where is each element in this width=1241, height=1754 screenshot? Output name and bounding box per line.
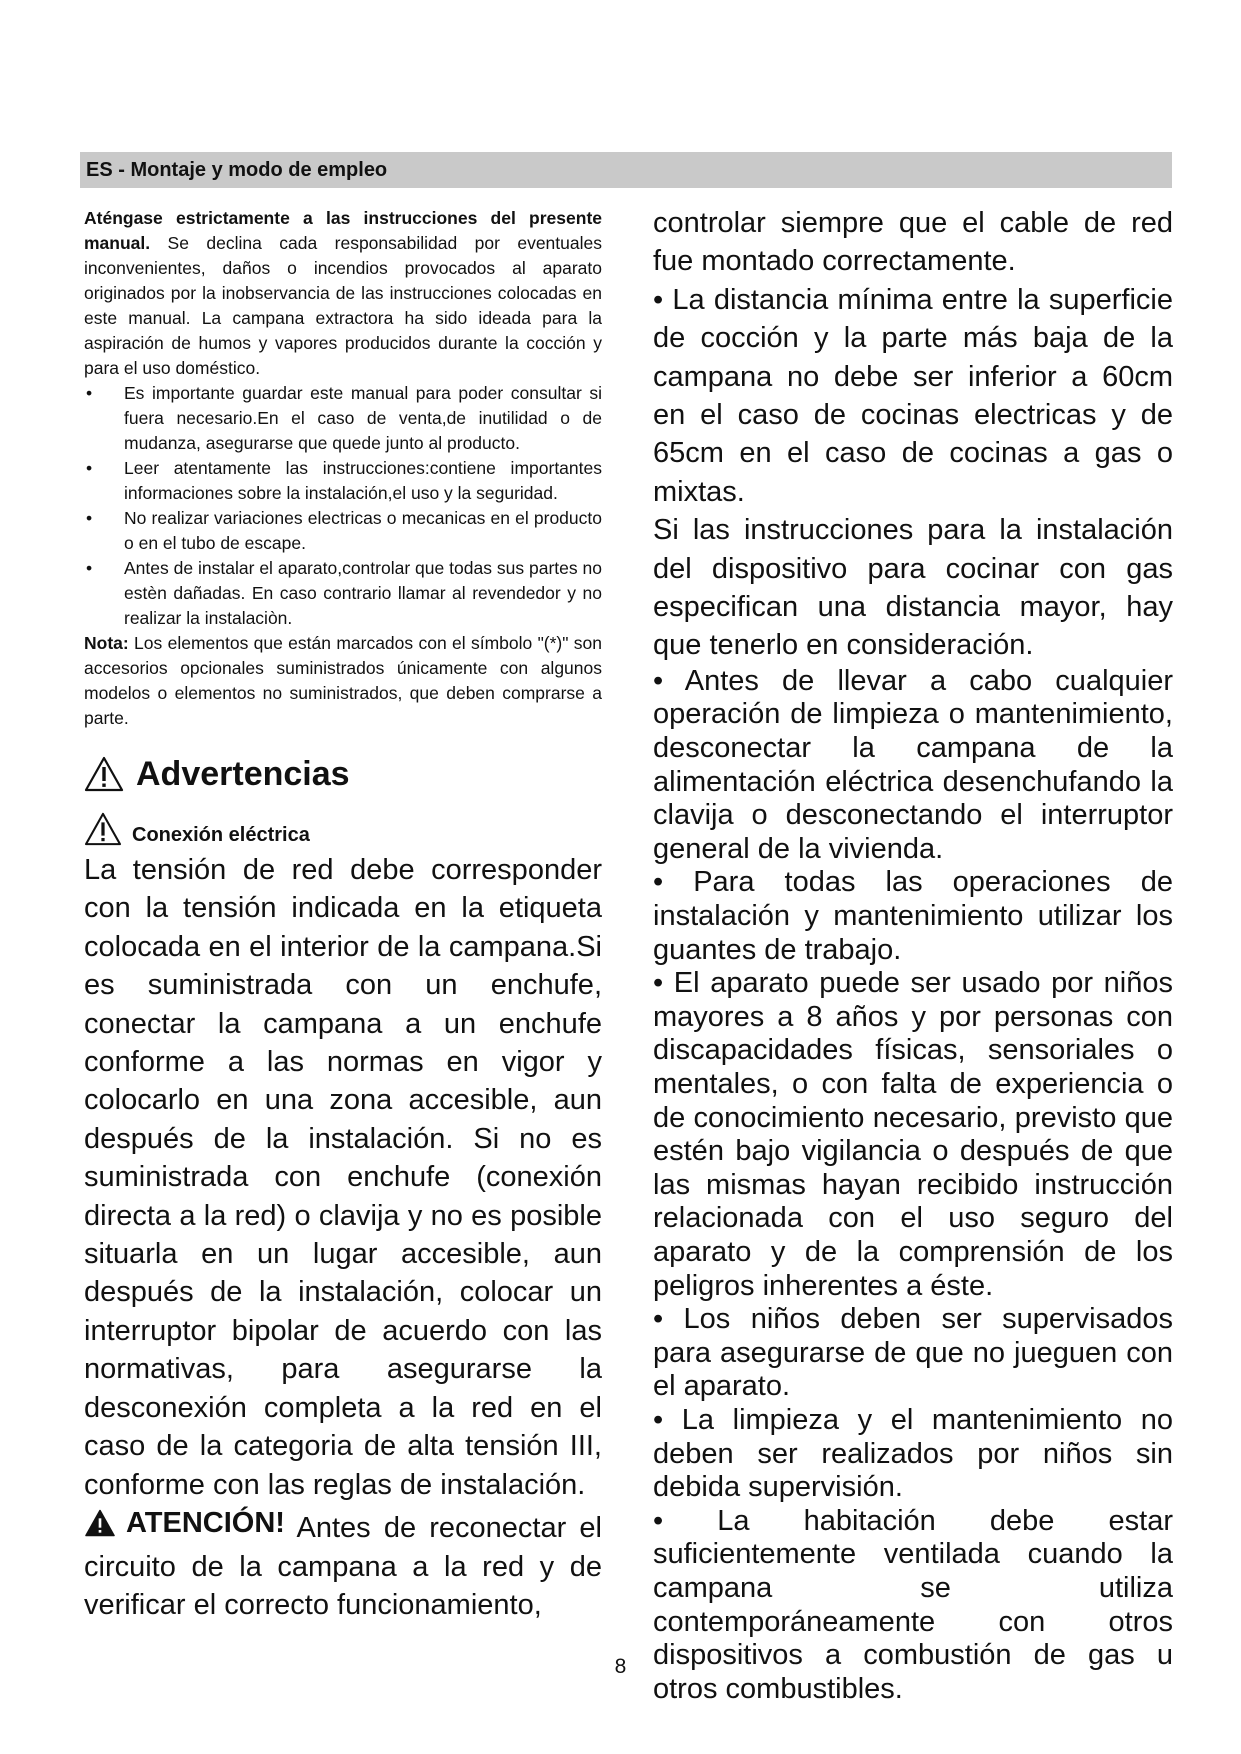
note-text: Los elementos que están marcados con el símbolo "(*)" son accesorios opcionales suministrados únicamente con algunos modelos o elementos no suministrados, que deben comprarse a parte. — [84, 633, 602, 728]
right-paragraph: • La habitación debe estar suficientemente ventilada cuando la campana se utiliza contemporáneamente con otros dispositivos a combustión de gas u otros combustibles. — [653, 1504, 1173, 1705]
electrical-heading — [84, 807, 602, 851]
right-paragraph: • Los niños deben ser supervisados para asegurarse de que no jueguen con el aparato. — [653, 1303, 1173, 1403]
bullet-item: • Es importante guardar este manual para poder consultar si fuera necesario.En el caso de venta,de inutilidad o de mudanza, asegurarse que quede junto al producto. — [84, 381, 602, 456]
attention-lead — [84, 1504, 285, 1542]
note-label: Nota: — [84, 633, 129, 653]
electrical-subtitle: Conexión eléctrica — [132, 823, 310, 846]
attention-text: Antes de reconectar el circuito de la campana a la red y de verificar el correcto funcionamiento, — [84, 1512, 602, 1621]
right-paragraph: • La distancia mínima entre la superficie de cocción y la parte más baja de la campana no debe ser inferior a 60cm en el caso de cocinas electricas y de 65cm en el caso de cocinas a gas o mixtas. — [653, 283, 1173, 508]
intro-block — [84, 206, 602, 731]
section-title: ES - Montaje y modo de empleo — [86, 159, 388, 181]
section-header — [80, 152, 1172, 188]
page-number: 8 — [614, 1655, 627, 1678]
attention-label: ATENCIÓN! — [126, 1506, 285, 1539]
warnings-heading — [84, 749, 602, 799]
bullet-item: • No realizar variaciones electricas o mecanicas en el producto o en el tubo de escape. — [84, 506, 602, 556]
left-column — [84, 206, 602, 1624]
right-paragraph: • Para todas las operaciones de instalación y mantenimiento utilizar los guantes de trabajo. — [653, 866, 1173, 966]
intro-paragraph — [84, 206, 602, 381]
electrical-paragraph: La tensión de red debe corresponder con la tensión indicada en la etiqueta colocada en el interior de la campana.Si es suministrada con un enchufe, conectar la campana a un enchufe conforme a las normas en vigor y colocarlo en una zona accesible, aun después de la instalación. Si no es suministrada con enchufe (conexión directa a la red) o clavija y no es posible situarla en un lugar accesible, aun después de la instalación, colocar un interruptor bipolar de acuerdo con las normativas, para asegurarse la desconexión completa a la red en el caso de la categoria de alta tensión III, conforme con las reglas de instalación. — [84, 854, 602, 1501]
right-paragraph: • El aparato puede ser usado por niños mayores a 8 años y por personas con discapacidades físicas, sensoriales o mentales, o con falta de experiencia o de conocimiento necesario, previsto que estén bajo vigilancia o después de que las mismas hayan recibido instrucción relacionada con el uso seguro del aparato y de la comprensión de los peligros inherentes a éste. — [653, 967, 1173, 1302]
right-paragraph: • Antes de llevar a cabo cualquier operación de limpieza o mantenimiento, desconectar la campana de la alimentación eléctrica desenchufando la clavija o desconectando el interruptor general de la vivienda. — [653, 664, 1173, 865]
right-paragraph: controlar siempre que el cable de red fue montado correctamente. — [653, 207, 1173, 278]
intro-text: Se declina cada responsabilidad por eventuales inconvenientes, daños o incendios provocados al aparato originados por la inobservancia de las instrucciones colocadas en este manual. La campana extractora ha sido ideada para la aspiración de humos y vapores producidos durante la cocción y para el uso doméstico. — [84, 233, 602, 378]
note-paragraph — [84, 631, 602, 731]
intro-bold-lead: Aténgase estrictamente a las instrucciones del presente manual. — [84, 208, 602, 253]
bullet-item: • Leer atentamente las instrucciones:contiene importantes informaciones sobre la instalación,el uso y la seguridad. — [84, 456, 602, 506]
bullet-item: • Antes de instalar el aparato,controlar que todas sus partes no estèn dañadas. En caso contrario llamar al revendedor y no realizar la instalaciòn. — [84, 556, 602, 631]
warnings-title: Advertencias — [136, 754, 350, 793]
right-paragraph: Si las instrucciones para la instalación del dispositivo para cocinar con gas especifican una distancia mayor, hay que tenerlo en consideración. — [653, 514, 1173, 662]
right-paragraph: • La limpieza y el mantenimiento no deben ser realizados por niños sin debida supervisión. — [653, 1403, 1173, 1504]
safety-bullet-list — [84, 381, 602, 631]
warning-triangle-icon — [84, 812, 122, 846]
warning-filled-icon — [84, 1509, 116, 1537]
attention-paragraph — [84, 1504, 602, 1624]
warning-triangle-icon — [84, 756, 124, 792]
right-column — [653, 204, 1173, 1706]
